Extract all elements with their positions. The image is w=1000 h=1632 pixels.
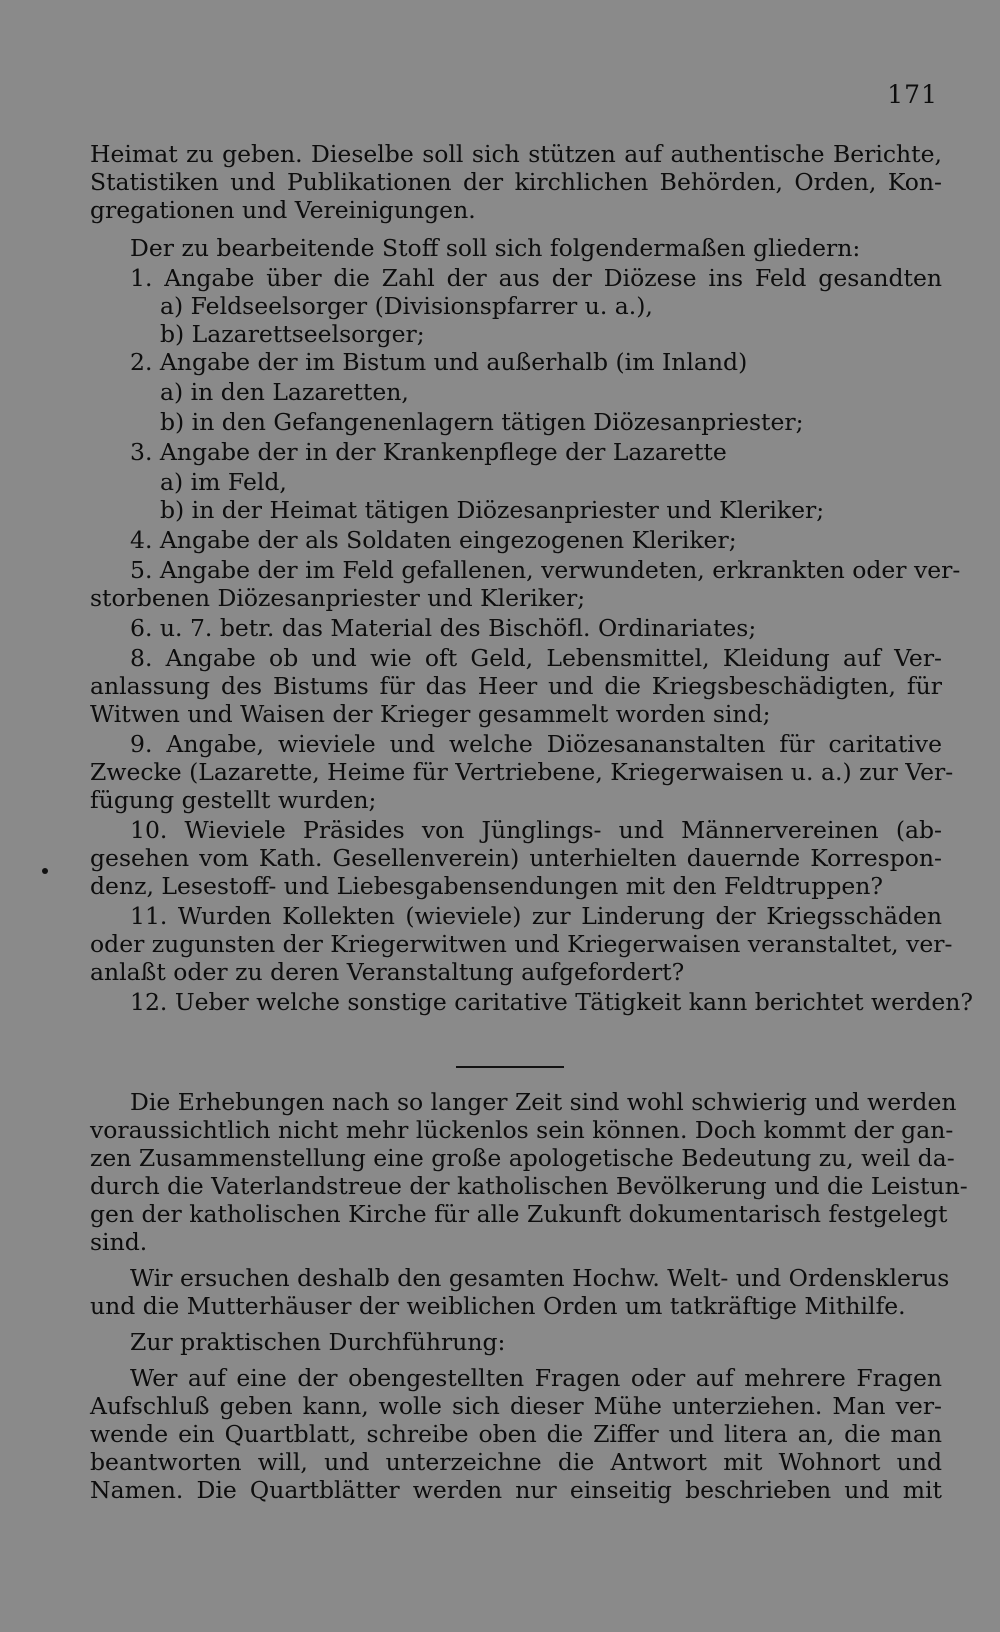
text-line: 9. Angabe, wieviele und welche Diözesananstalten für caritative — [130, 730, 942, 758]
text-line: Heimat zu geben. Dieselbe soll sich stützen auf authentische Berichte, — [90, 140, 942, 168]
text-line: durch die Vaterlandstreue der katholischen Bevölkerung und die Leistun- — [90, 1172, 968, 1200]
text-line: Statistiken und Publikationen der kirchlichen Behörden, Orden, Kon- — [90, 168, 942, 196]
page-number: 171 — [887, 80, 938, 109]
text-line: oder zugunsten der Kriegerwitwen und Kriegerwaisen veranstaltet, ver- — [90, 930, 953, 958]
text-line: Zur praktischen Durchführung: — [130, 1328, 506, 1356]
text-line: 11. Wurden Kollekten (wieviele) zur Linderung der Kriegsschäden — [130, 902, 942, 930]
text-line: Namen. Die Quartblätter werden nur einseitig beschrieben und mit — [90, 1476, 942, 1504]
text-line: 10. Wieviele Präsides von Jünglings- und Männervereinen (ab- — [130, 816, 942, 844]
text-line: b) in den Gefangenenlagern tätigen Diözesanpriester; — [160, 408, 804, 436]
text-line: Aufschluß geben kann, wolle sich dieser Mühe unterziehen. Man ver- — [90, 1392, 942, 1420]
text-line: gesehen vom Kath. Gesellenverein) unterhielten dauernde Korrespon- — [90, 844, 942, 872]
text-line: b) Lazarettseelsorger; — [160, 320, 425, 348]
section-divider — [456, 1066, 564, 1068]
text-line: a) im Feld, — [160, 468, 287, 496]
text-line: gregationen und Vereinigungen. — [90, 196, 476, 224]
text-line: storbenen Diözesanpriester und Kleriker; — [90, 584, 586, 612]
text-line: denz, Lesestoff- und Liebesgabensendungen mit den Feldtruppen? — [90, 872, 884, 900]
text-line: 2. Angabe der im Bistum und außerhalb (im Inland) — [130, 348, 748, 376]
text-line: a) in den Lazaretten, — [160, 378, 409, 406]
text-line: 8. Angabe ob und wie oft Geld, Lebensmittel, Kleidung auf Ver- — [130, 644, 942, 672]
text-line: beantworten will, und unterzeichne die Antwort mit Wohnort und — [90, 1448, 942, 1476]
text-line: 4. Angabe der als Soldaten eingezogenen Kleriker; — [130, 526, 737, 554]
text-line: zen Zusammenstellung eine große apologetische Bedeutung zu, weil da- — [90, 1144, 955, 1172]
text-line: 6. u. 7. betr. das Material des Bischöfl. Ordinariates; — [130, 614, 757, 642]
text-line: b) in der Heimat tätigen Diözesanpriester und Kleriker; — [160, 496, 825, 524]
margin-mark — [42, 868, 48, 874]
text-line: Wer auf eine der obengestellten Fragen oder auf mehrere Fragen — [130, 1364, 942, 1392]
text-line: wende ein Quartblatt, schreibe oben die Ziffer und litera an, die man — [90, 1420, 942, 1448]
text-line: Die Erhebungen nach so langer Zeit sind wohl schwierig und werden — [130, 1088, 957, 1116]
text-line: und die Mutterhäuser der weiblichen Orden um tatkräftige Mithilfe. — [90, 1292, 906, 1320]
text-line: Der zu bearbeitende Stoff soll sich folgendermaßen gliedern: — [130, 234, 861, 262]
text-line: 1. Angabe über die Zahl der aus der Diözese ins Feld gesandten — [130, 264, 942, 292]
text-line: gen der katholischen Kirche für alle Zukunft dokumentarisch festgelegt — [90, 1200, 948, 1228]
text-line: Zwecke (Lazarette, Heime für Vertriebene, Kriegerwaisen u. a.) zur Ver- — [90, 758, 954, 786]
text-line: sind. — [90, 1228, 148, 1256]
text-line: fügung gestellt wurden; — [90, 786, 377, 814]
text-line: anlaßt oder zu deren Veranstaltung aufgefordert? — [90, 958, 685, 986]
text-line: a) Feldseelsorger (Divisionspfarrer u. a.), — [160, 292, 653, 320]
text-line: 3. Angabe der in der Krankenpflege der Lazarette — [130, 438, 727, 466]
text-line: anlassung des Bistums für das Heer und die Kriegsbeschädigten, für — [90, 672, 942, 700]
text-line: Witwen und Waisen der Krieger gesammelt worden sind; — [90, 700, 771, 728]
text-line: Wir ersuchen deshalb den gesamten Hochw. Welt- und Ordensklerus — [130, 1264, 950, 1292]
text-line: voraussichtlich nicht mehr lückenlos sein können. Doch kommt der gan- — [90, 1116, 954, 1144]
text-line: 12. Ueber welche sonstige caritative Tätigkeit kann berichtet werden? — [130, 988, 973, 1016]
text-line: 5. Angabe der im Feld gefallenen, verwundeten, erkrankten oder ver- — [130, 556, 961, 584]
